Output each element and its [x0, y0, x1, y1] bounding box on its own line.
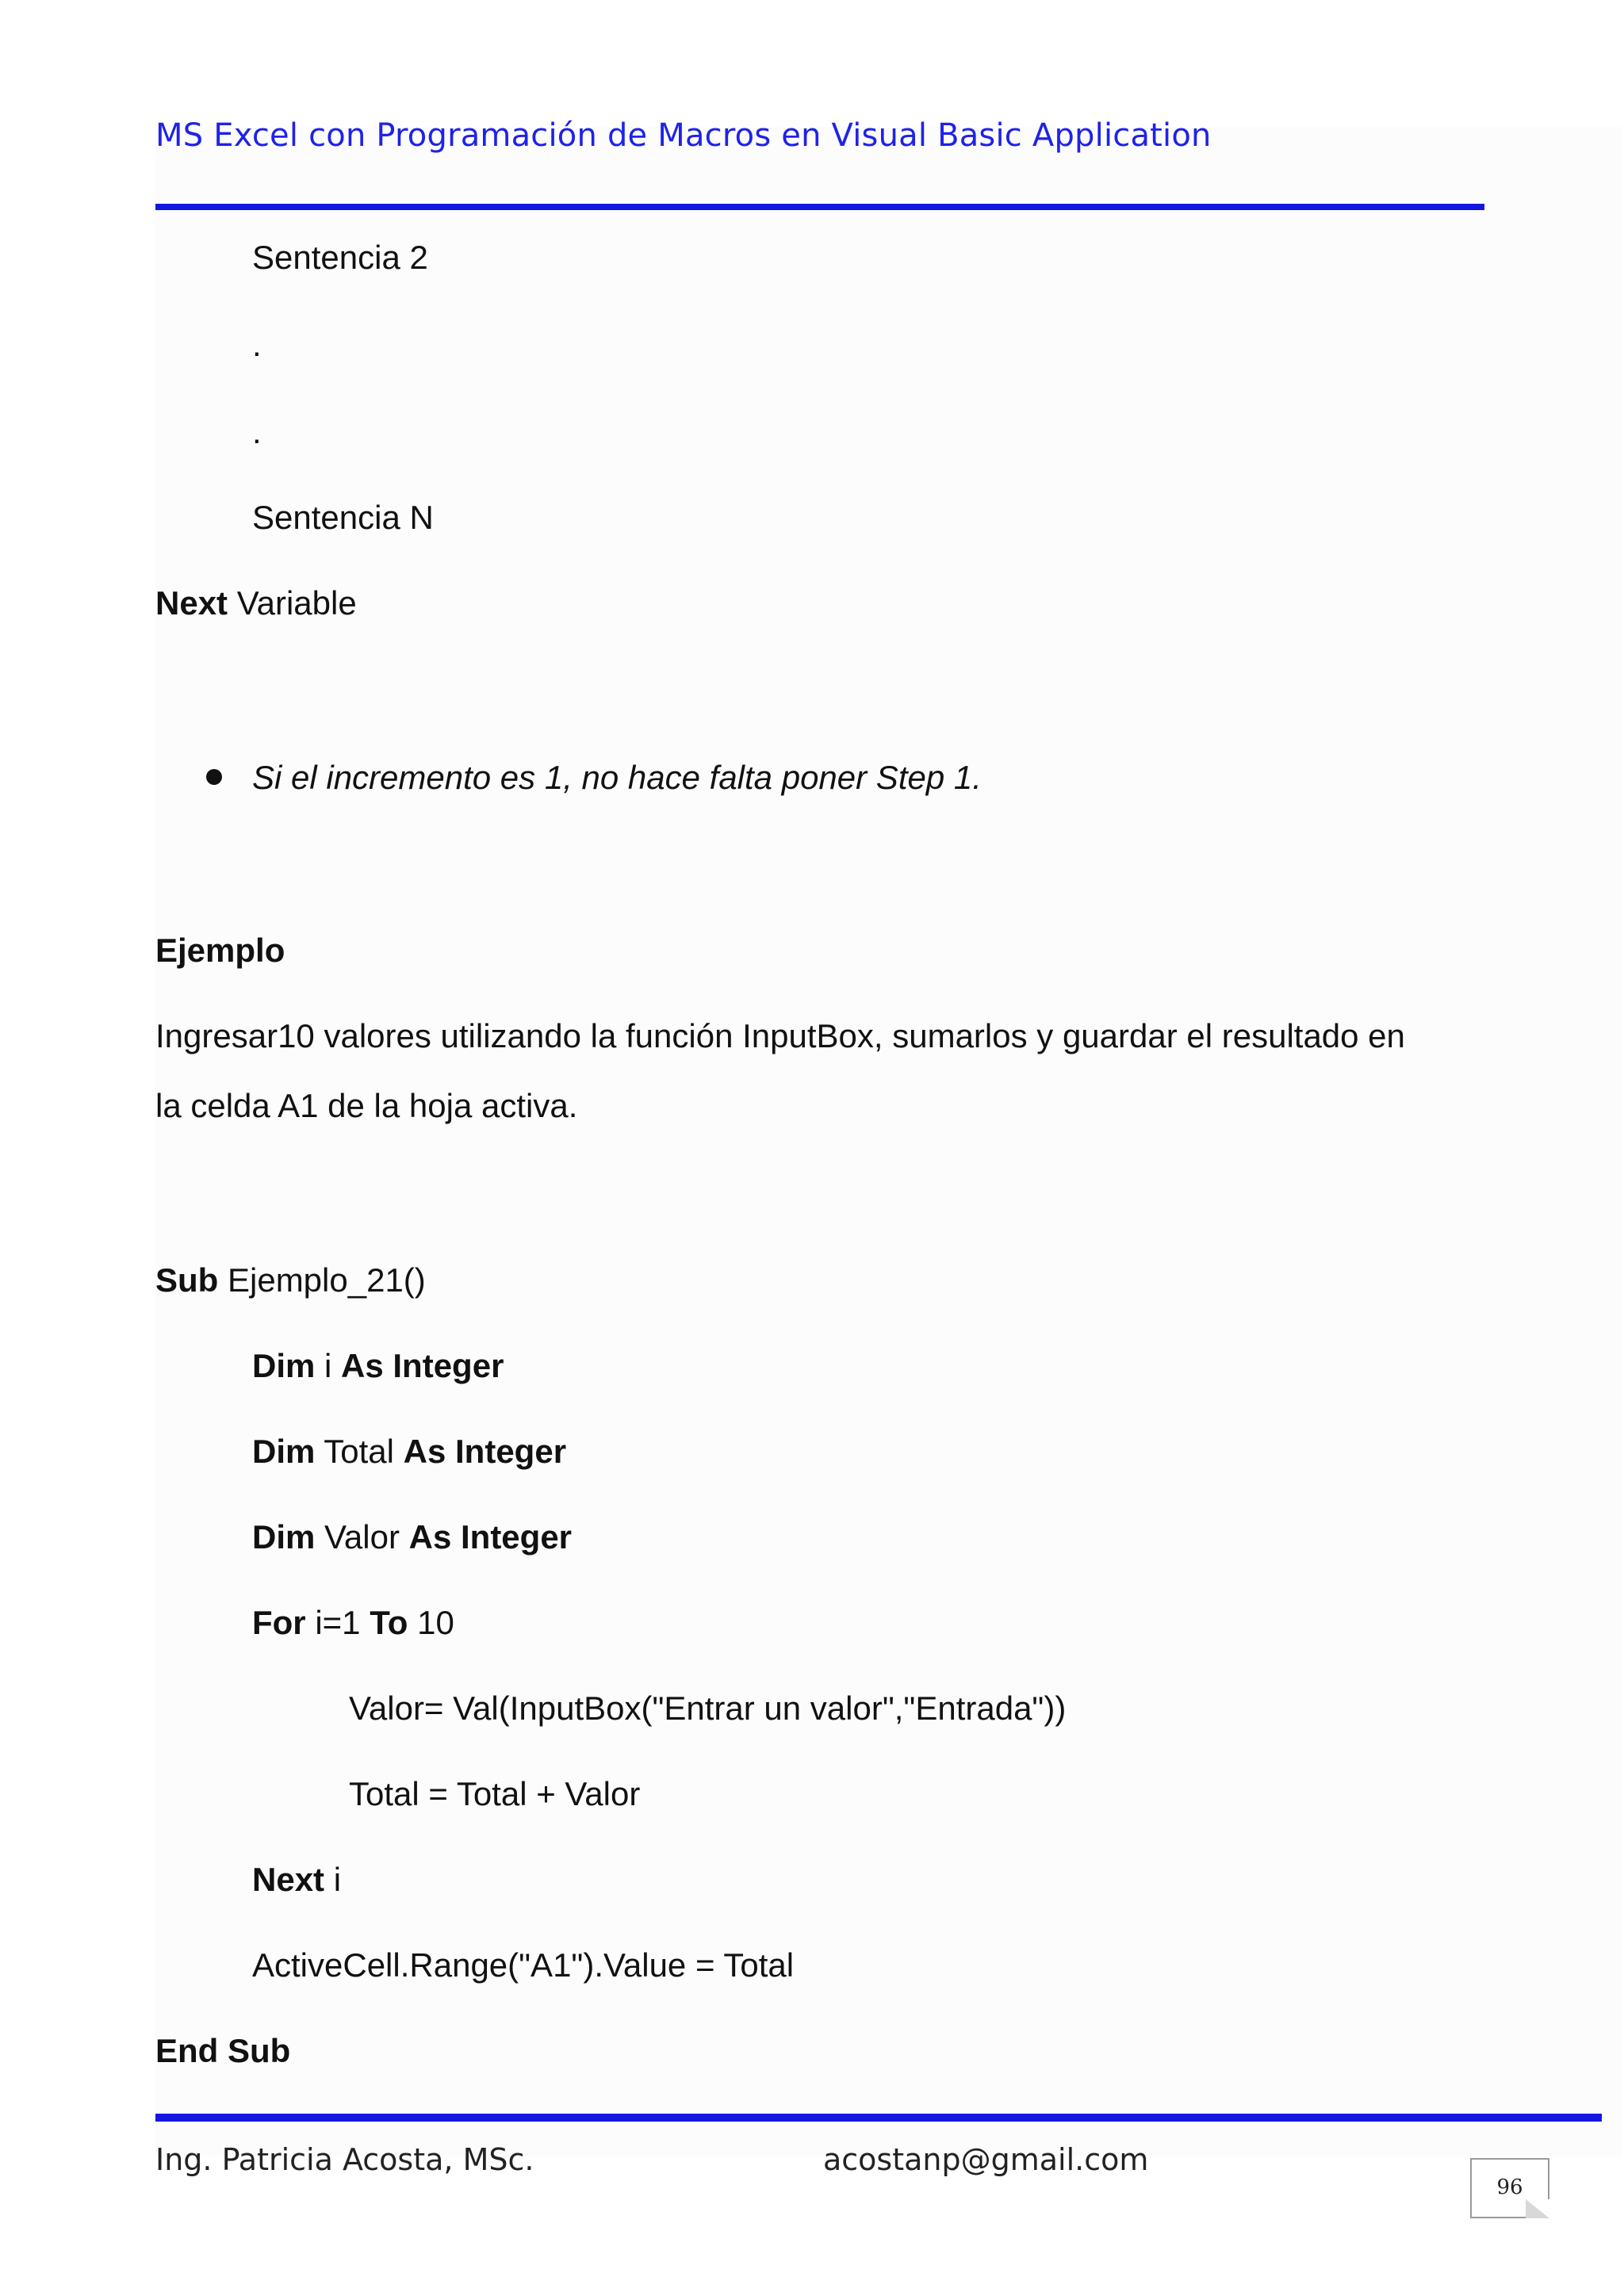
code-valor-assignment: Valor= Val(InputBox("Entrar un valor","Entrada")) [349, 1689, 1067, 1727]
footer-divider [155, 2114, 1602, 2122]
next-keyword: Next [155, 584, 228, 622]
content-area [155, 127, 1622, 2156]
code-sub-line [155, 1261, 426, 1299]
as-integer-keyword: As Integer [408, 1518, 573, 1556]
code-for-line [252, 1606, 454, 1640]
for-start: i=1 [305, 1604, 370, 1641]
sub-name: Ejemplo_21() [218, 1261, 426, 1299]
code-total-assignment: Total = Total + Valor [349, 1775, 641, 1812]
code-dim-i [252, 1349, 504, 1383]
next-variable: i [324, 1861, 342, 1898]
variable-name: Total [315, 1433, 404, 1470]
as-integer-keyword: As Integer [403, 1433, 567, 1470]
code-next-line [252, 1863, 341, 1896]
code-dim-total [252, 1435, 566, 1468]
as-integer-keyword: As Integer [341, 1347, 504, 1384]
example-description-line-1: Ingresar10 valores utilizando la función InputBox, sumarlos y guardar el resultado en [155, 1017, 1405, 1054]
syntax-sentence-2: Sentencia 2 [252, 239, 428, 276]
header-divider [155, 204, 1484, 210]
next-keyword: Next [252, 1861, 325, 1898]
syntax-next-line [155, 584, 357, 622]
page-curl-icon [1526, 2199, 1549, 2218]
page-number: 96 [1496, 2175, 1523, 2199]
variable-name: i [315, 1347, 342, 1384]
sub-keyword: Sub [155, 1261, 219, 1299]
footer-email: acostanp@gmail.com [823, 2142, 1149, 2177]
dim-keyword: Dim [252, 1347, 316, 1384]
to-keyword: To [370, 1604, 408, 1641]
code-end-sub: End Sub [155, 2032, 291, 2069]
bullet-icon [206, 769, 222, 785]
dim-keyword: Dim [252, 1433, 316, 1470]
syntax-sentence-n: Sentencia N [252, 499, 434, 536]
syntax-dot-1: . [252, 326, 262, 363]
example-heading: Ejemplo [155, 932, 285, 969]
dim-keyword: Dim [252, 1518, 316, 1556]
step-note: Si el incremento es 1, no hace falta poner Step 1. [252, 759, 982, 796]
footer-author: Ing. Patricia Acosta, MSc. [155, 2142, 534, 2177]
syntax-dot-2: . [252, 413, 262, 450]
for-end: 10 [408, 1604, 454, 1641]
for-keyword: For [252, 1604, 306, 1641]
page-number-badge [1470, 2158, 1549, 2218]
code-range-assignment: ActiveCell.Range("A1").Value = Total [252, 1946, 795, 1984]
next-variable: Variable [228, 584, 357, 622]
variable-name: Valor [315, 1518, 409, 1556]
example-description-line-2: la celda A1 de la hoja activa. [155, 1087, 578, 1124]
page-header-title: MS Excel con Programación de Macros en Visual Basic Application [155, 117, 1212, 154]
code-dim-valor [252, 1518, 573, 1556]
